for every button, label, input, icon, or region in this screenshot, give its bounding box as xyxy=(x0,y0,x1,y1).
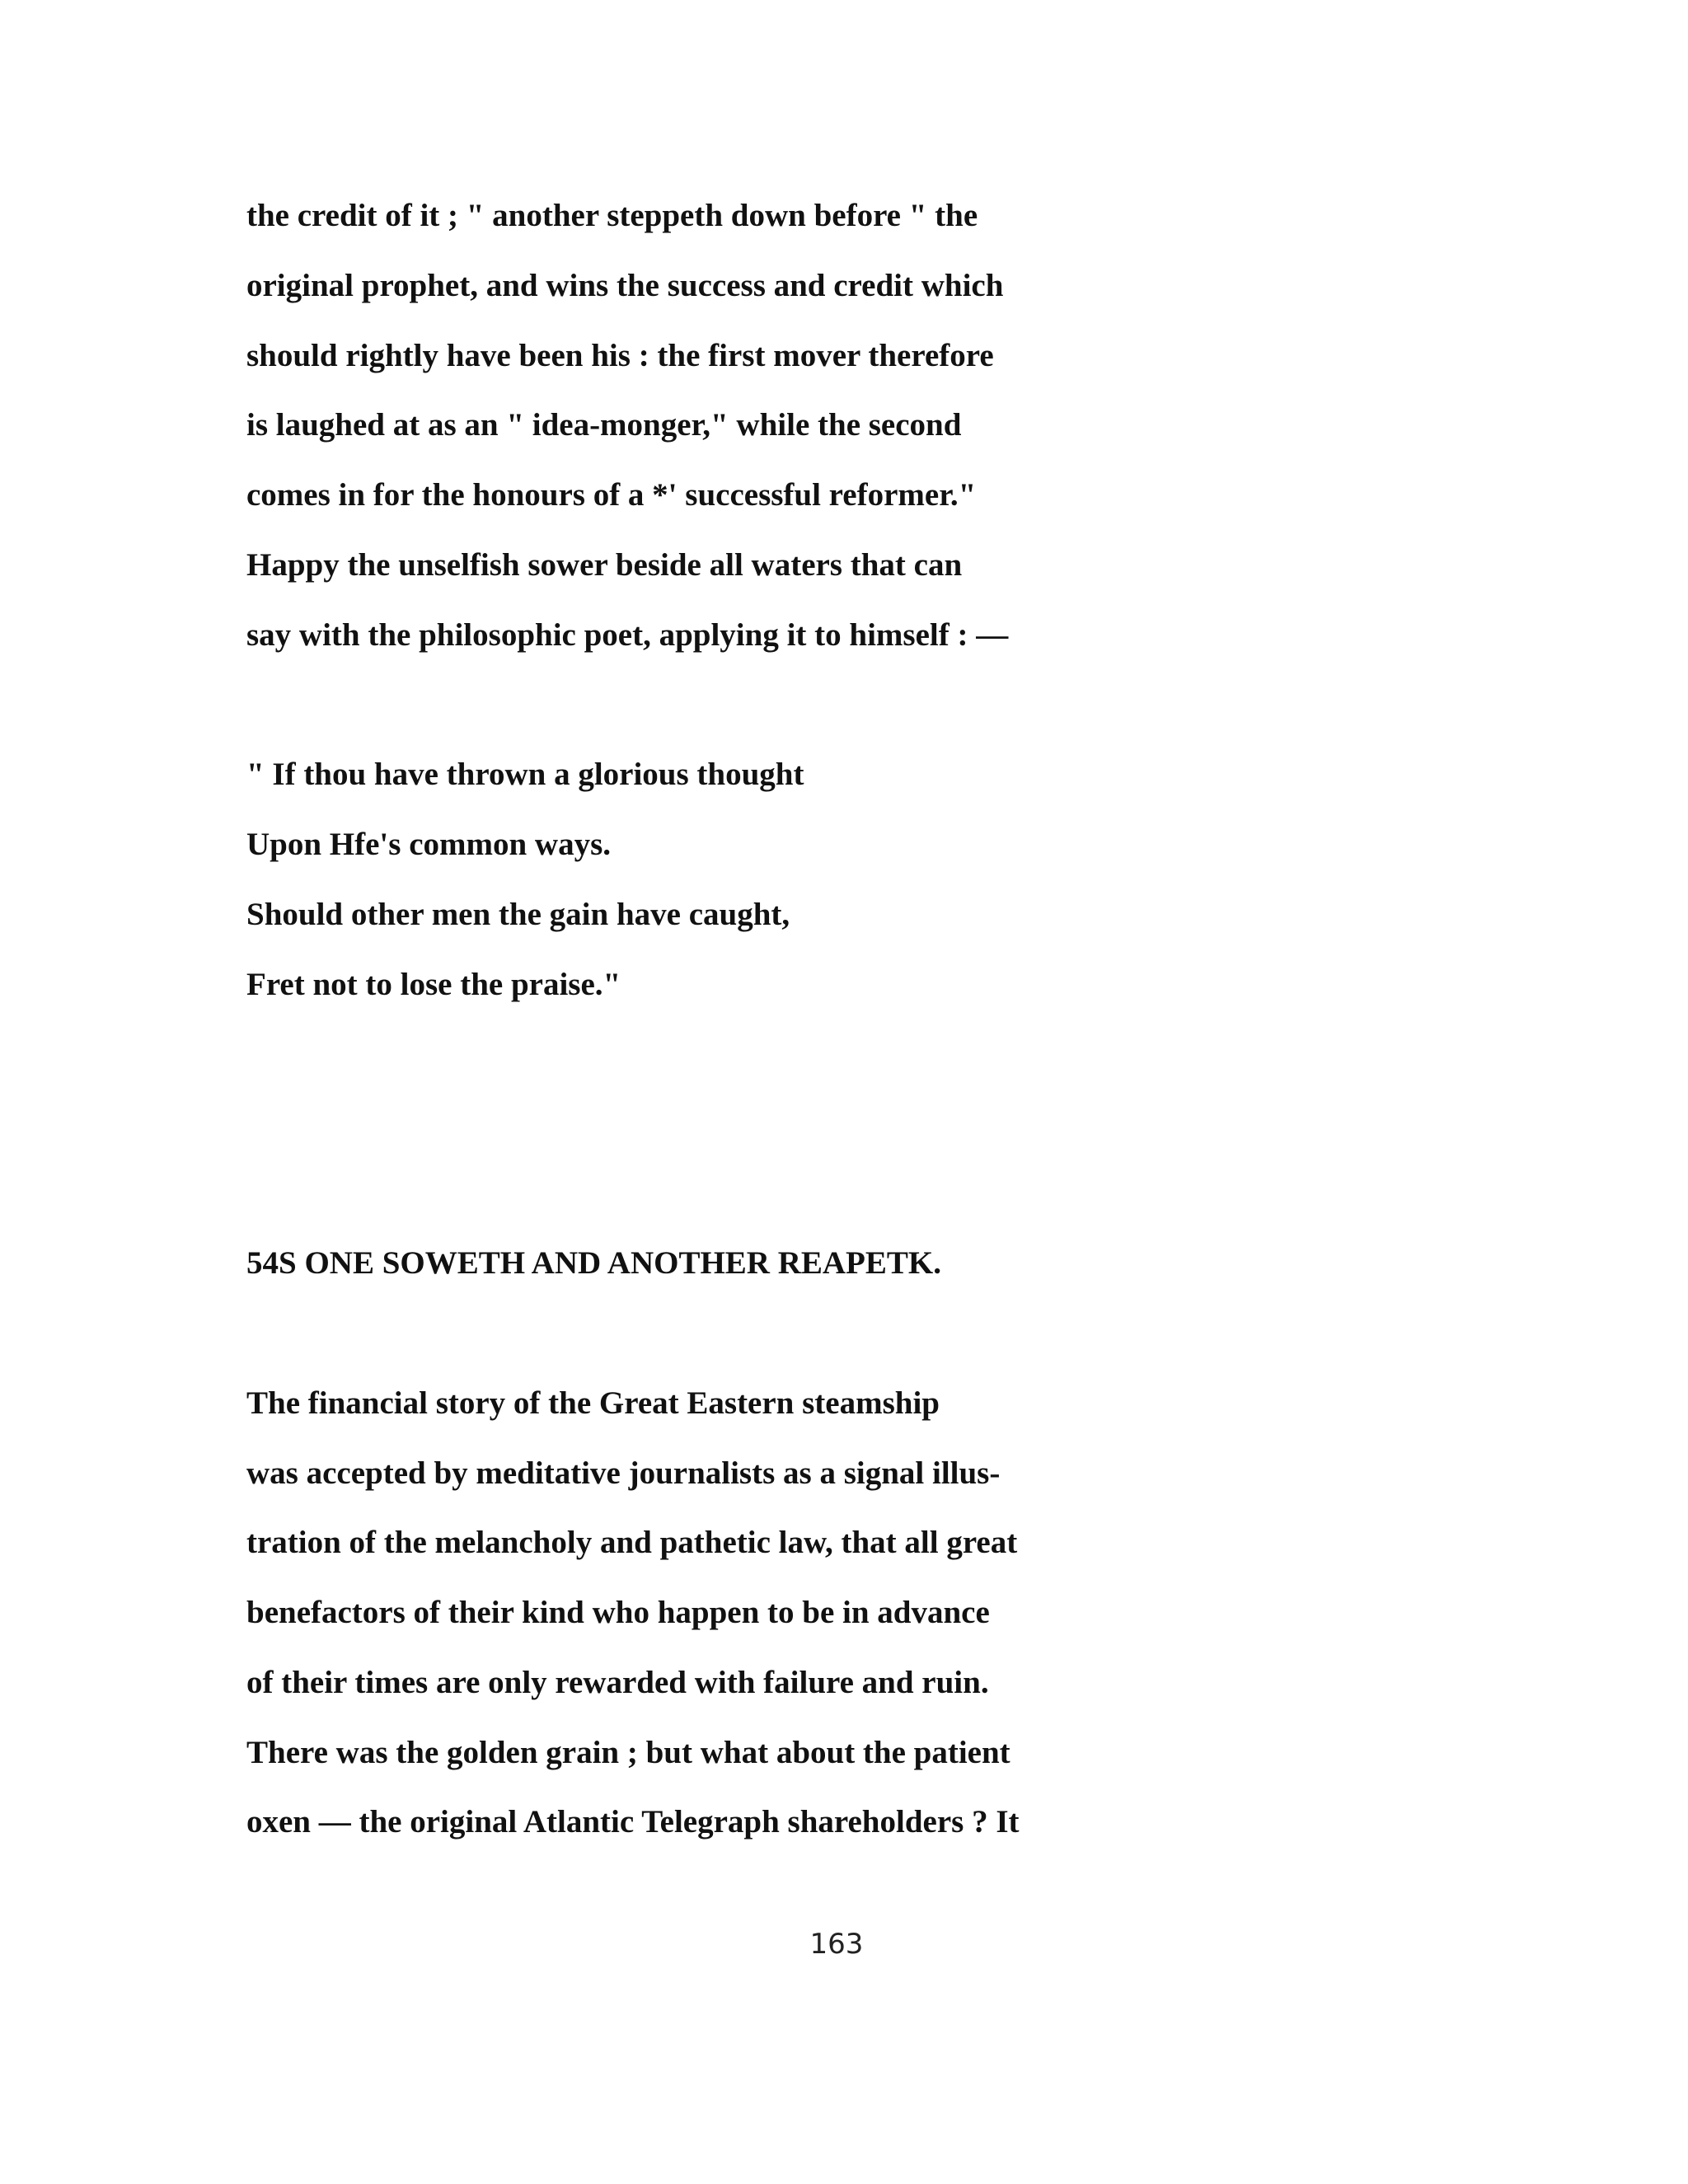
verse-line: Fret not to lose the praise." xyxy=(246,967,621,1002)
running-header: 54S ONE SOWETH AND ANOTHER REAPETK. xyxy=(246,1245,941,1281)
verse-line: Should other men the gain have caught, xyxy=(246,897,790,932)
text-line: The financial story of the Great Eastern steamship xyxy=(246,1385,940,1421)
text-line: should rightly have been his : the first mover therefore xyxy=(246,338,994,373)
verse-line: Upon Hfe's common ways. xyxy=(246,827,612,862)
verse-line: " If thou have thrown a glorious thought xyxy=(246,757,804,792)
page-number: 163 xyxy=(809,1928,864,1961)
text-line: comes in for the honours of a *' successful reformer." xyxy=(246,477,977,513)
text-line: Happy the unselfish sower beside all waters that can xyxy=(246,547,963,583)
text-line: original prophet, and wins the success and credit which xyxy=(246,268,1004,303)
text-line: oxen — the original Atlantic Telegraph shareholders ? It xyxy=(246,1804,1020,1840)
text-line: the credit of it ; " another steppeth down before " the xyxy=(246,198,978,233)
text-line: is laughed at as an " idea-monger," while the second xyxy=(246,407,962,443)
text-line: of their times are only rewarded with failure and ruin. xyxy=(246,1665,989,1700)
text-line: There was the golden grain ; but what about the patient xyxy=(246,1735,1010,1770)
text-line: tration of the melancholy and pathetic law, that all great xyxy=(246,1525,1018,1560)
text-line: benefactors of their kind who happen to be in advance xyxy=(246,1595,990,1630)
text-line: was accepted by meditative journalists as a signal illus- xyxy=(246,1455,1001,1491)
text-line: say with the philosophic poet, applying it to himself : — xyxy=(246,617,1009,653)
